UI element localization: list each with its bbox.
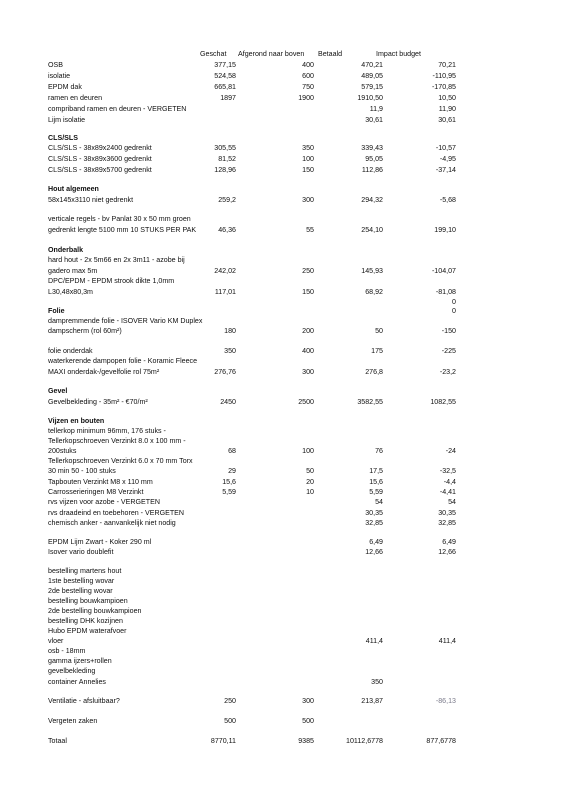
table-row (0, 356, 566, 366)
cell-label: Gevelbekleding - 35m² - €70/m² (48, 398, 148, 406)
cell-label: DPC/EPDM - EPDM strook dikte 1,0mm (48, 277, 175, 285)
cell-geschat: 180 (224, 327, 236, 335)
cell-label: compriband ramen en deuren - VERGETEN (48, 105, 187, 113)
cell-afgerond: 750 (302, 83, 314, 91)
cell-geschat: 305,55 (214, 144, 236, 152)
table-row (0, 677, 566, 687)
table-row (0, 82, 566, 92)
cell-label: CLS/SLS - 38x89x2400 gedrenkt (48, 144, 152, 152)
cell-afgerond: 300 (302, 368, 314, 376)
cell-geschat: 524,58 (214, 72, 236, 80)
table-row (0, 93, 566, 103)
cell-afgerond: 400 (302, 347, 314, 355)
cell-label: dampscherm (rol 60m²) (48, 327, 122, 335)
cell-afgerond: 100 (302, 155, 314, 163)
cell-afgerond: 400 (302, 61, 314, 69)
table-row (0, 586, 566, 596)
cell-impact: -4,95 (439, 155, 456, 163)
cell-betaald: 17,5 (369, 467, 383, 475)
cell-geschat: 15,6 (222, 478, 236, 486)
table-row (0, 306, 566, 316)
table-row (0, 115, 566, 125)
table-row (0, 487, 566, 497)
cell-geschat: 1897 (220, 94, 236, 102)
table-row (0, 606, 566, 616)
cell-label: ramen en deuren (48, 94, 103, 102)
cell-geschat: 2450 (220, 398, 236, 406)
cell-betaald: 30,61 (365, 116, 383, 124)
cell-afgerond: 500 (302, 717, 314, 725)
cell-impact: 30,61 (438, 116, 456, 124)
cell-afgerond: 55 (306, 226, 314, 234)
cell-afgerond: 150 (302, 166, 314, 174)
cell-label: dampremmende folie - ISOVER Vario KM Duplex (48, 317, 203, 325)
cell-afgerond: 250 (302, 267, 314, 275)
cell-impact: 877,6778 (426, 737, 456, 745)
cell-label: Hubo EPDM waterafvoer (48, 627, 127, 635)
cell-betaald: 10112,6778 (346, 737, 383, 745)
cell-label: container Annelies (48, 678, 106, 686)
cell-label: Tellerkopschroeven Verzinkt 6.0 x 70 mm Torx (48, 457, 193, 465)
table-row (0, 596, 566, 606)
cell-betaald: 11,9 (369, 105, 383, 113)
table-row (0, 195, 566, 205)
cell-label: Lijm isolatie (48, 116, 86, 124)
cell-geschat: 665,81 (214, 83, 236, 91)
cell-label: Carrosserieringen M8 Verzinkt (48, 488, 144, 496)
cell-geschat: 5,59 (222, 488, 236, 496)
cell-afgerond: 150 (302, 288, 314, 296)
table-row (0, 416, 566, 426)
cell-impact: -24 (445, 447, 456, 455)
cell-geschat: 242,02 (214, 267, 236, 275)
cell-afgerond: 350 (302, 144, 314, 152)
table-row (0, 547, 566, 557)
cell-label: L30,48x80,3m (48, 288, 93, 296)
cell-geschat: 250 (224, 697, 236, 705)
table-row (0, 456, 566, 466)
cell-label: Tellerkopschroeven Verzinkt 8.0 x 100 mm - (48, 437, 186, 445)
table-row (0, 255, 566, 265)
cell-geschat: 128,96 (214, 166, 236, 174)
cell-impact: 30,35 (438, 509, 456, 517)
cell-geschat: 259,2 (218, 196, 236, 204)
table-row (0, 497, 566, 507)
cell-betaald: 254,10 (361, 226, 383, 234)
header-geschat: Geschat (200, 50, 227, 58)
cell-geschat: 350 (224, 347, 236, 355)
cell-betaald: 213,87 (361, 697, 383, 705)
cell-afgerond: 20 (306, 478, 314, 486)
table-row (0, 245, 566, 255)
cell-betaald: 76 (375, 447, 383, 455)
cell-geschat: 46,36 (218, 226, 236, 234)
cell-betaald: 32,85 (365, 519, 383, 527)
cell-impact: -150 (441, 327, 456, 335)
cell-betaald: 112,86 (361, 166, 383, 174)
cell-betaald: 175 (371, 347, 383, 355)
cell-betaald: 145,93 (361, 267, 383, 275)
cell-label: Ventilatie - afsluitbaar? (48, 697, 120, 705)
cell-betaald: 489,05 (361, 72, 383, 80)
cell-label: Vijzen en bouten (48, 417, 105, 425)
table-row (0, 165, 566, 175)
cell-impact: -4,4 (443, 478, 456, 486)
cell-afgerond: 600 (302, 72, 314, 80)
cell-label: osb - 18mm (48, 647, 86, 655)
table-row (0, 518, 566, 528)
table-row (0, 576, 566, 586)
table-row (0, 154, 566, 164)
table-row (0, 276, 566, 286)
cell-betaald: 6,49 (369, 538, 383, 546)
cell-label: hard hout - 2x 5m66 en 2x 3m11 - azobe bij (48, 256, 185, 264)
table-row (0, 736, 566, 746)
cell-label: chemisch anker - aanvankelijk niet nodig (48, 519, 176, 527)
cell-impact: 411,4 (438, 637, 456, 645)
cell-label: bestelling bouwkampioen (48, 597, 128, 605)
table-row (0, 214, 566, 224)
cell-impact: -5,68 (439, 196, 456, 204)
cell-impact: -32,5 (439, 467, 456, 475)
cell-afgerond: 100 (302, 447, 314, 455)
cell-betaald: 50 (375, 327, 383, 335)
cell-impact: 199,10 (434, 226, 456, 234)
cell-geschat: 68 (228, 447, 236, 455)
cell-label: gedrenkt lengte 5100 mm 10 STUKS PER PAK (48, 226, 197, 234)
cell-label: gevelbekleding (48, 667, 96, 675)
cell-geschat: 276,76 (214, 368, 236, 376)
table-row (0, 71, 566, 81)
cell-betaald: 411,4 (365, 637, 383, 645)
cell-label: MAXI onderdak-/gevelfolie rol 75m² (48, 368, 160, 376)
cell-geschat: 29 (228, 467, 236, 475)
cell-label: tellerkop minimum 96mm, 176 stuks - (48, 427, 166, 435)
cell-impact: 0 (452, 307, 456, 315)
table-row (0, 184, 566, 194)
cell-impact: 0 (452, 298, 456, 306)
cell-afgerond: 300 (302, 697, 314, 705)
table-row (0, 287, 566, 297)
table-row (0, 616, 566, 626)
table-row (0, 446, 566, 456)
header-betaald: Betaald (318, 50, 343, 58)
table-row (0, 566, 566, 576)
cell-afgerond: 9385 (298, 737, 314, 745)
cell-label: gadero max 5m (48, 267, 98, 275)
cell-impact: 1082,55 (430, 398, 456, 406)
cell-label: CLS/SLS - 38x89x5700 gedrenkt (48, 166, 152, 174)
cell-afgerond: 300 (302, 196, 314, 204)
table-row (0, 386, 566, 396)
cell-afgerond: 10 (306, 488, 314, 496)
table-row (0, 60, 566, 70)
cell-afgerond: 2500 (298, 398, 314, 406)
table-row (0, 225, 566, 235)
cell-label: Totaal (48, 737, 67, 745)
cell-label: rvs vijzen voor azobe - VERGETEN (48, 498, 160, 506)
cell-geschat: 117,01 (214, 288, 236, 296)
table-row (0, 133, 566, 143)
cell-betaald: 30,35 (365, 509, 383, 517)
cell-label: 2de bestelling wovar (48, 587, 113, 595)
cell-label: 30 min 50 - 100 stuks (48, 467, 116, 475)
cell-impact: -86,13 (435, 697, 456, 705)
cell-label: EPDM dak (48, 83, 82, 91)
table-row (0, 646, 566, 656)
cell-betaald: 579,15 (361, 83, 383, 91)
cell-label: gamma ijzers+rollen (48, 657, 112, 665)
cell-label: Hout algemeen (48, 185, 99, 193)
cell-betaald: 294,32 (361, 196, 383, 204)
cell-betaald: 15,6 (369, 478, 383, 486)
cell-betaald: 54 (375, 498, 383, 506)
cell-betaald: 3582,55 (357, 398, 383, 406)
cell-geschat: 500 (224, 717, 236, 725)
cell-impact: -37,14 (435, 166, 456, 174)
table-row (0, 656, 566, 666)
cell-impact: -104,07 (431, 267, 456, 275)
cell-label: 200stuks (48, 447, 77, 455)
table-row (0, 716, 566, 726)
cell-impact: -225 (441, 347, 456, 355)
cell-label: 1ste bestelling wovar (48, 577, 115, 585)
table-row (0, 626, 566, 636)
cell-label: bestelling martens hout (48, 567, 122, 575)
cell-impact: -23,2 (439, 368, 456, 376)
table-row (0, 316, 566, 326)
cell-impact: 32,85 (438, 519, 456, 527)
cell-betaald: 5,59 (369, 488, 383, 496)
cell-afgerond: 200 (302, 327, 314, 335)
cell-betaald: 339,43 (361, 144, 383, 152)
table-row (0, 326, 566, 336)
header-row (0, 49, 566, 59)
table-row (0, 426, 566, 436)
table-row (0, 466, 566, 476)
cell-afgerond: 1900 (298, 94, 314, 102)
cell-impact: -81,08 (435, 288, 456, 296)
cell-impact: -110,95 (432, 72, 456, 80)
table-row (0, 266, 566, 276)
cell-label: EPDM Lijm Zwart - Koker 290 ml (48, 538, 152, 546)
table-row (0, 104, 566, 114)
cell-label: rvs draadeind en toebehoren - VERGETEN (48, 509, 185, 517)
cell-geschat: 377,15 (214, 61, 236, 69)
cell-afgerond: 50 (306, 467, 314, 475)
cell-betaald: 1910,50 (357, 94, 383, 102)
cell-label: Onderbalk (48, 246, 84, 254)
table-row (0, 436, 566, 446)
cell-betaald: 470,21 (361, 61, 383, 69)
cell-label: Vergeten zaken (48, 717, 98, 725)
cell-label: Isover vario doublefit (48, 548, 114, 556)
cell-label: waterkerende dampopen folie - Koramic Fleece (48, 357, 198, 365)
table-row (0, 636, 566, 646)
cell-betaald: 68,92 (365, 288, 383, 296)
cell-label: CLS/SLS (48, 134, 78, 142)
cell-impact: 10,50 (438, 94, 456, 102)
cell-label: Folie (48, 307, 65, 315)
cell-betaald: 95,05 (365, 155, 383, 163)
cell-label: verticale regels - bv Panlat 30 x 50 mm groen (48, 215, 191, 223)
cell-label: 58x145x3110 niet gedrenkt (48, 196, 134, 204)
table-row (0, 696, 566, 706)
header-afgerond: Afgerond naar boven (238, 50, 305, 58)
table-row (0, 397, 566, 407)
table-row (0, 477, 566, 487)
table-row (0, 537, 566, 547)
cell-label: CLS/SLS - 38x89x3600 gedrenkt (48, 155, 152, 163)
cell-betaald: 350 (371, 678, 383, 686)
cell-label: isolatie (48, 72, 71, 80)
cell-impact: 11,90 (438, 105, 456, 113)
cell-label: folie onderdak (48, 347, 93, 355)
cell-impact: -170,85 (431, 83, 456, 91)
cell-label: Tapbouten Verzinkt M8 x 110 mm (48, 478, 153, 486)
table-row (0, 367, 566, 377)
cell-impact: -4,41 (439, 488, 456, 496)
table-row (0, 346, 566, 356)
cell-impact: 12,66 (438, 548, 456, 556)
table-row (0, 508, 566, 518)
cell-label: Gevel (48, 387, 68, 395)
table-row (0, 666, 566, 676)
cell-impact: 70,21 (438, 61, 456, 69)
cell-label: vloer (48, 637, 64, 645)
cell-geschat: 8770,11 (210, 737, 236, 745)
cell-impact: 6,49 (442, 538, 456, 546)
cell-betaald: 276,8 (365, 368, 383, 376)
cell-label: bestelling DHK kozijnen (48, 617, 123, 625)
header-impact: Impact budget (376, 50, 421, 58)
cell-impact: 54 (448, 498, 456, 506)
cell-geschat: 81,52 (218, 155, 236, 163)
cell-label: OSB (48, 61, 63, 69)
cell-impact: -10,57 (435, 144, 456, 152)
cell-label: 2de bestelling bouwkampioen (48, 607, 142, 615)
table-row (0, 143, 566, 153)
cell-betaald: 12,66 (365, 548, 383, 556)
